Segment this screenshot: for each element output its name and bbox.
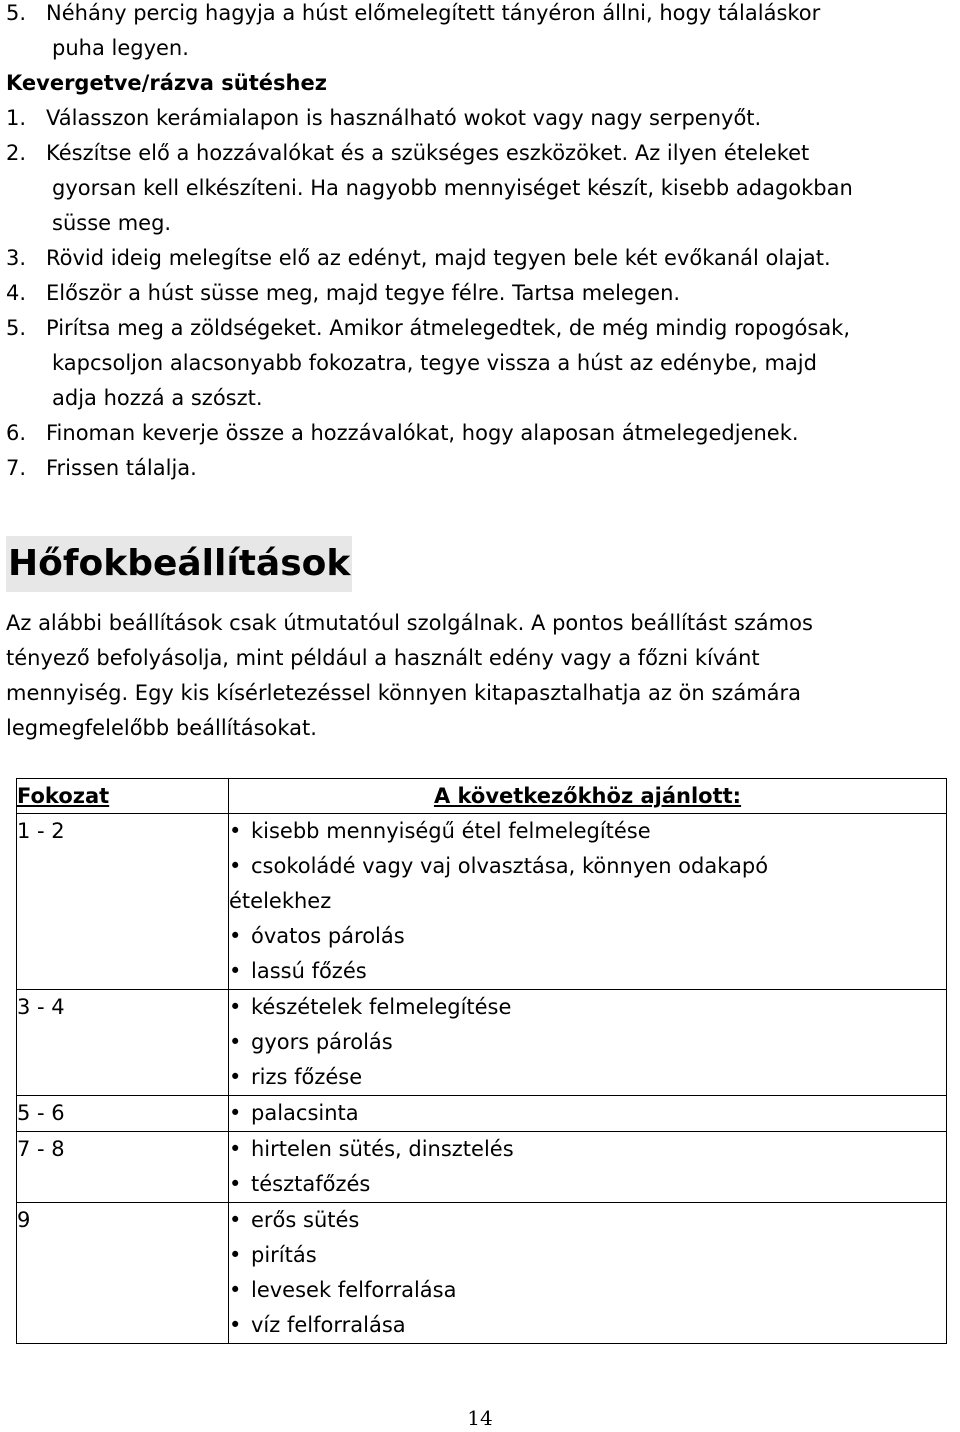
item-text: lassú főzés <box>251 959 367 983</box>
table-row <box>17 814 947 990</box>
table-row <box>17 1132 947 1203</box>
list-item <box>229 1238 946 1273</box>
level-cell: 5 - 6 <box>17 1096 229 1132</box>
step-text: Először a húst süsse meg, majd tegye félre. Tartsa melegen. <box>46 281 681 305</box>
item-text: kisebb mennyiségű étel felmelegítése <box>251 819 651 843</box>
step-text: Pirítsa meg a zöldségeket. Amikor átmelegedtek, de még mindig ropogósak, <box>46 316 851 340</box>
bullet: • <box>229 819 242 843</box>
bullet: • <box>229 1030 242 1054</box>
level-cell: 9 <box>17 1203 229 1344</box>
settings-table <box>16 778 947 1344</box>
step-number: 5. <box>6 316 27 340</box>
step-text: Válasszon kerámialapon is használható wokot vagy nagy serpenyőt. <box>46 106 762 130</box>
intro-line: legmegfelelőbb beállításokat. <box>6 716 317 740</box>
list-item <box>229 1060 946 1095</box>
stirfry-heading: Kevergetve/rázva sütéshez <box>6 71 327 95</box>
item-text: palacsinta <box>251 1101 359 1125</box>
item-text: készételek felmelegítése <box>251 995 512 1019</box>
table-row <box>17 1096 947 1132</box>
bullet: • <box>229 1208 242 1232</box>
section-title: Hőfokbeállítások <box>6 536 352 592</box>
step-5-line-2: kapcsoljon alacsonyabb fokozatra, tegye vissza a húst az edénybe, majd <box>52 351 817 375</box>
bullet: • <box>229 1278 242 1302</box>
step-3 <box>6 241 956 276</box>
step-6 <box>6 416 956 451</box>
step-number: 2. <box>6 141 27 165</box>
step-text: Készítse elő a hozzávalókat és a szükséges eszközöket. Az ilyen ételeket <box>46 141 810 165</box>
bullet: • <box>229 1137 242 1161</box>
step-1 <box>6 101 956 136</box>
step-5 <box>6 311 956 346</box>
bullet: • <box>229 924 242 948</box>
bullet: • <box>229 854 242 878</box>
bullet: • <box>229 959 242 983</box>
step-number: 5. <box>6 1 27 25</box>
item-text: óvatos párolás <box>251 924 405 948</box>
step-7 <box>6 451 956 486</box>
bullet: • <box>229 1172 242 1196</box>
table-row <box>17 990 947 1096</box>
level-cell: 3 - 4 <box>17 990 229 1096</box>
item-text: gyors párolás <box>251 1030 393 1054</box>
level-cell: 1 - 2 <box>17 814 229 990</box>
item-text: pirítás <box>251 1243 317 1267</box>
step-text: Néhány percig hagyja a húst előmelegített tányéron állni, hogy tálaláskor <box>46 1 821 25</box>
header-recommended: A következőkhöz ajánlott: <box>229 779 947 814</box>
list-item <box>229 1167 946 1202</box>
level-cell: 7 - 8 <box>17 1132 229 1203</box>
bullet: • <box>229 1313 242 1337</box>
step-number: 6. <box>6 421 27 445</box>
list-item-wrap: ételekhez <box>229 889 332 913</box>
list-item <box>229 1096 946 1131</box>
step-number: 3. <box>6 246 27 270</box>
bullet: • <box>229 1101 242 1125</box>
bullet: • <box>229 1065 242 1089</box>
recommendation-cell <box>229 1203 947 1344</box>
recommendation-cell <box>229 990 947 1096</box>
step-5-line-3: adja hozzá a szószt. <box>52 386 263 410</box>
item-text: hirtelen sütés, dinsztelés <box>251 1137 514 1161</box>
recommendation-cell <box>229 814 947 990</box>
step-number: 1. <box>6 106 27 130</box>
intro-line: mennyiség. Egy kis kísérletezéssel könnyen kitapasztalhatja az ön számára <box>6 681 802 705</box>
list-item <box>229 954 946 989</box>
step-2-line-2: gyorsan kell elkészíteni. Ha nagyobb mennyiséget készít, kisebb adagokban <box>52 176 853 200</box>
prev-step-5 <box>6 0 956 31</box>
prev-step-5-continued: puha legyen. <box>52 36 189 60</box>
list-item <box>229 1203 946 1238</box>
page-number: 14 <box>467 1406 493 1430</box>
step-4 <box>6 276 956 311</box>
item-text: rizs főzése <box>251 1065 363 1089</box>
list-item <box>229 1308 946 1343</box>
recommendation-cell <box>229 1132 947 1203</box>
list-item <box>229 919 946 954</box>
item-text: erős sütés <box>251 1208 360 1232</box>
table-header-row <box>17 779 947 814</box>
step-number: 7. <box>6 456 27 480</box>
item-text: víz felforralása <box>251 1313 406 1337</box>
intro-line: tényező befolyásolja, mint például a használt edény vagy a főzni kívánt <box>6 646 760 670</box>
bullet: • <box>229 995 242 1019</box>
list-item <box>229 1273 946 1308</box>
list-item <box>229 849 946 884</box>
item-text: levesek felforralása <box>251 1278 457 1302</box>
table-row <box>17 1203 947 1344</box>
item-text: tésztafőzés <box>251 1172 371 1196</box>
step-text: Finoman keverje össze a hozzávalókat, hogy alaposan átmelegedjenek. <box>46 421 799 445</box>
step-text: Rövid ideig melegítse elő az edényt, majd tegyen bele két evőkanál olajat. <box>46 246 831 270</box>
list-item <box>229 814 946 849</box>
list-item <box>229 1025 946 1060</box>
recommendation-cell <box>229 1096 947 1132</box>
list-item <box>229 1132 946 1167</box>
list-item <box>229 990 946 1025</box>
step-2 <box>6 136 956 171</box>
intro-line: Az alábbi beállítások csak útmutatóul szolgálnak. A pontos beállítást számos <box>6 611 813 635</box>
step-2-line-3: süsse meg. <box>52 211 172 235</box>
step-number: 4. <box>6 281 27 305</box>
item-text: csokoládé vagy vaj olvasztása, könnyen odakapó <box>251 854 769 878</box>
bullet: • <box>229 1243 242 1267</box>
header-level: Fokozat <box>17 779 229 814</box>
step-text: Frissen tálalja. <box>46 456 197 480</box>
